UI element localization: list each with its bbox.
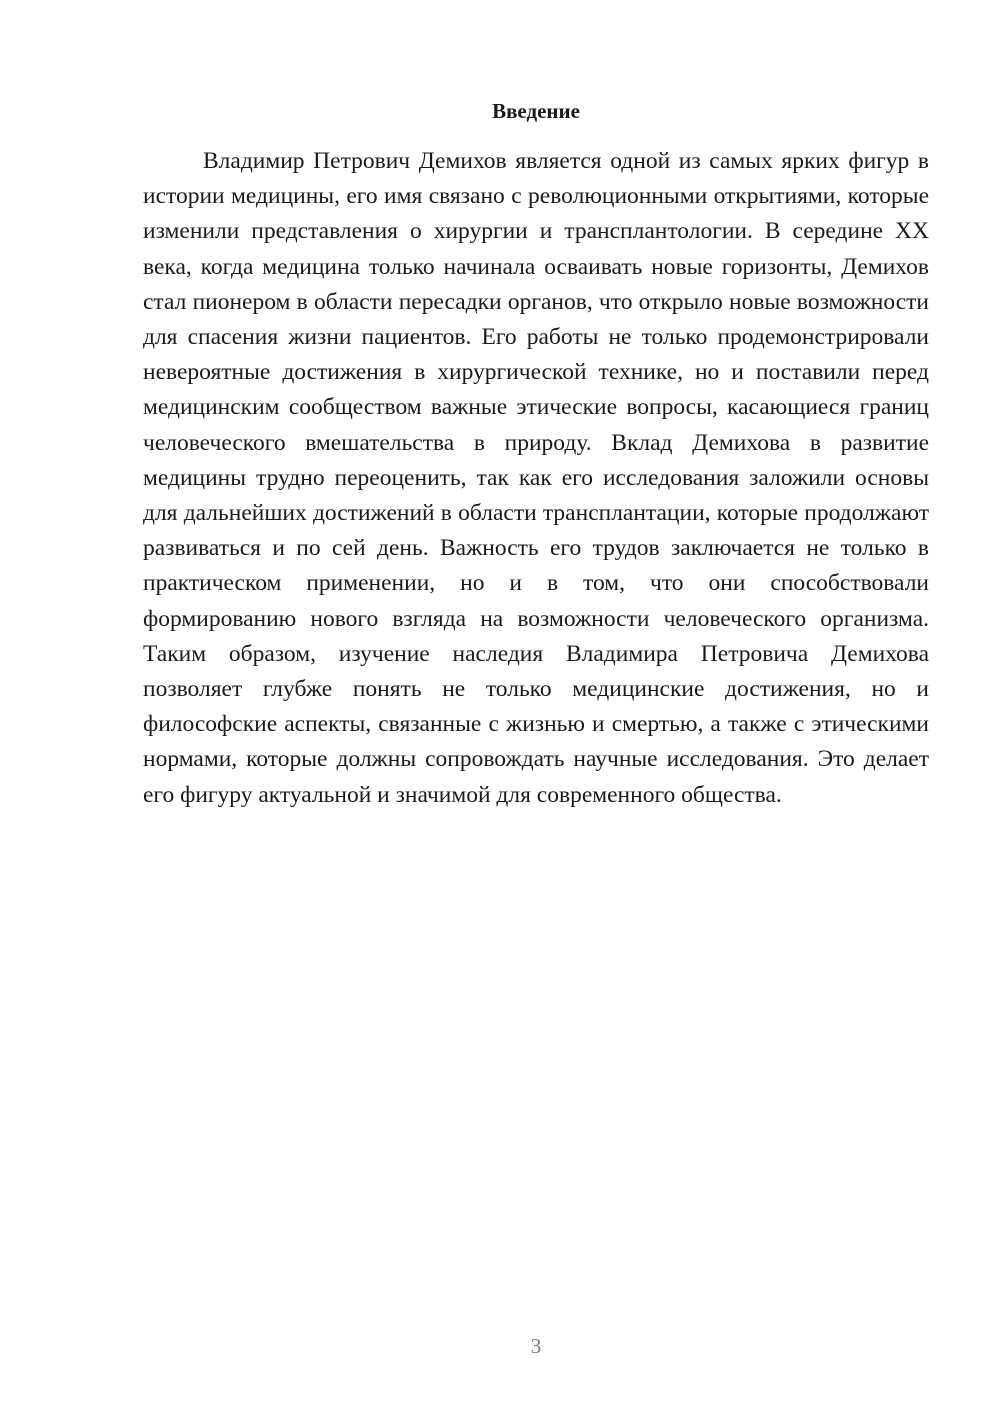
page-number: 3: [530, 1334, 542, 1358]
section-heading: Введение: [492, 99, 580, 123]
body-paragraph: Владимир Петрович Демихов является одной из самых ярких фигур в истории медицины, его имя связано с революционными открытиями, которые изменили представления о хирургии и трансплантологии. В середине XX века, когда медицина только начинала осваивать новые горизонты, Демихов стал пионером в области пересадки органов, что открыло новые возможности для спасения жизни пациентов. Его работы не только продемонстрировали невероятные достижения в хирургической технике, но и поставили перед медицинским сообществом важные этические вопросы, касающиеся границ человеческого вмешательства в природу. Вклад Демихова в развитие медицины трудно переоценить, так как его исследования заложили основы для дальнейших достижений в области трансплантации, которые продолжают развиваться и по сей день. Важность его трудов заключается не только в практическом применении, но и в том, что они способствовали формированию нового взгляда на возможности человеческого организма. Таким образом, изучение наследия Владимира Петровича Демихова позволяет глубже понять не только медицинские достижения, но и философские аспекты, связанные с жизнью и смертью, а также с этическими нормами, которые должны сопровождать научные исследования. Это делает его фигуру актуальной и значимой для современного общества.: [143, 148, 929, 808]
